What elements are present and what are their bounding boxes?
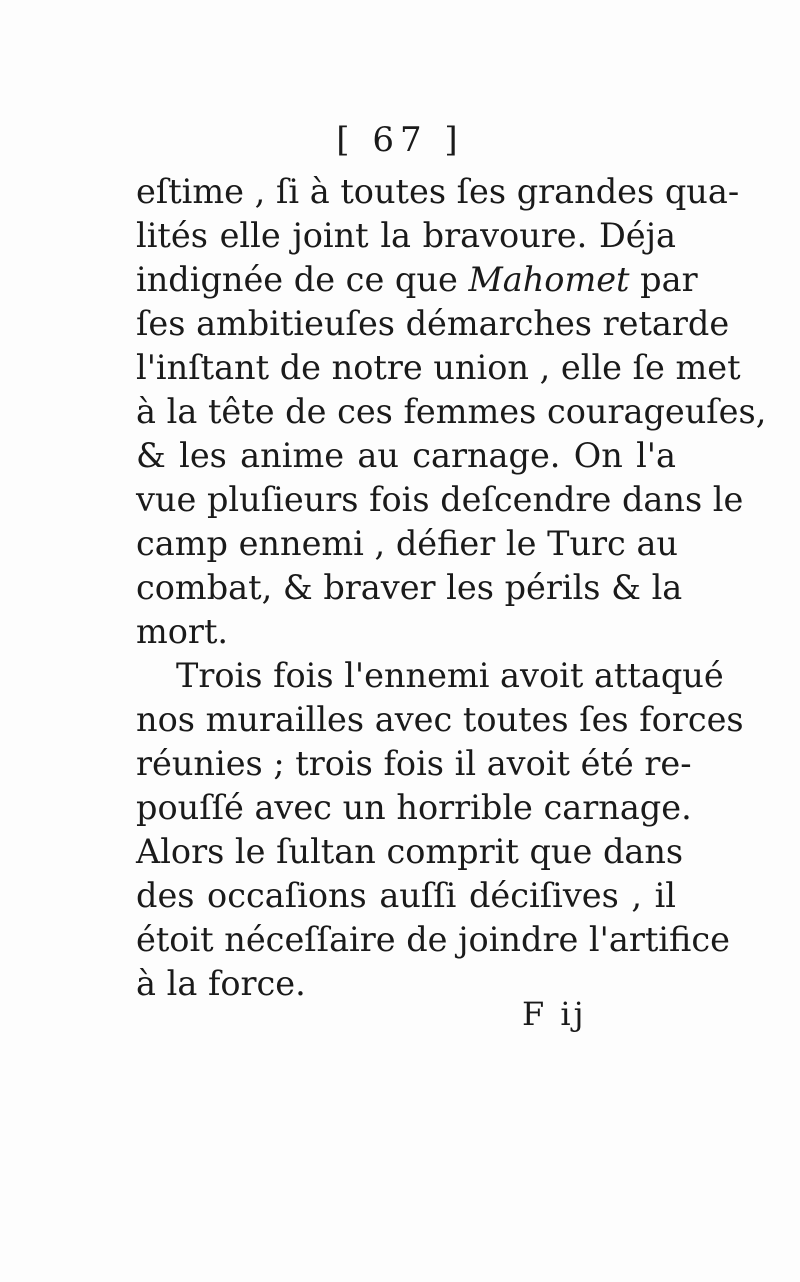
text-line: réunies ; trois fois il avoit été re- [136,744,692,783]
text-line [136,258,698,302]
text-segment: indignée de ce que [136,260,458,299]
text-line: lités elle joint la bravoure. Déja [136,216,676,255]
text-line: Trois fois l'ennemi avoit attaqué [176,656,724,695]
text-line: étoit néceſſaire de joindre l'artifice [136,920,730,959]
text-line: camp ennemi , défier le Turc au [136,524,679,563]
proper-name-mahomet: Mahomet [468,260,630,299]
text-line: nos murailles avec toutes ſes forces [136,700,744,739]
text-line: combat, & braver les périls & la [136,568,683,607]
page-number: [ 67 ] [336,120,464,160]
paragraph-1 [136,170,767,654]
paragraph-2 [136,654,744,1006]
text-line: vue pluſieurs fois deſcendre dans le [136,480,744,519]
body-text [136,170,767,1006]
text-line: pouſſé avec un horrible carnage. [136,788,692,827]
text-line: Alors le ſultan comprit que dans [136,832,684,871]
text-line: à la tête de ces femmes courageuſes, [136,392,767,431]
text-line: ſes ambitieuſes démarches retarde [136,304,730,343]
signature-mark: F ij [522,995,587,1033]
text-line: l'inſtant de notre union , elle ſe met [136,348,741,387]
text-line: & les anime au carnage. On l'a [136,436,676,475]
text-line: des occaſions auſſi déciſives , il [136,876,676,915]
text-line: mort. [136,612,229,651]
text-line: à la force. [136,964,306,1003]
text-segment: par [640,260,698,299]
text-line: eſtime , ſi à toutes ſes grandes qua- [136,172,740,211]
